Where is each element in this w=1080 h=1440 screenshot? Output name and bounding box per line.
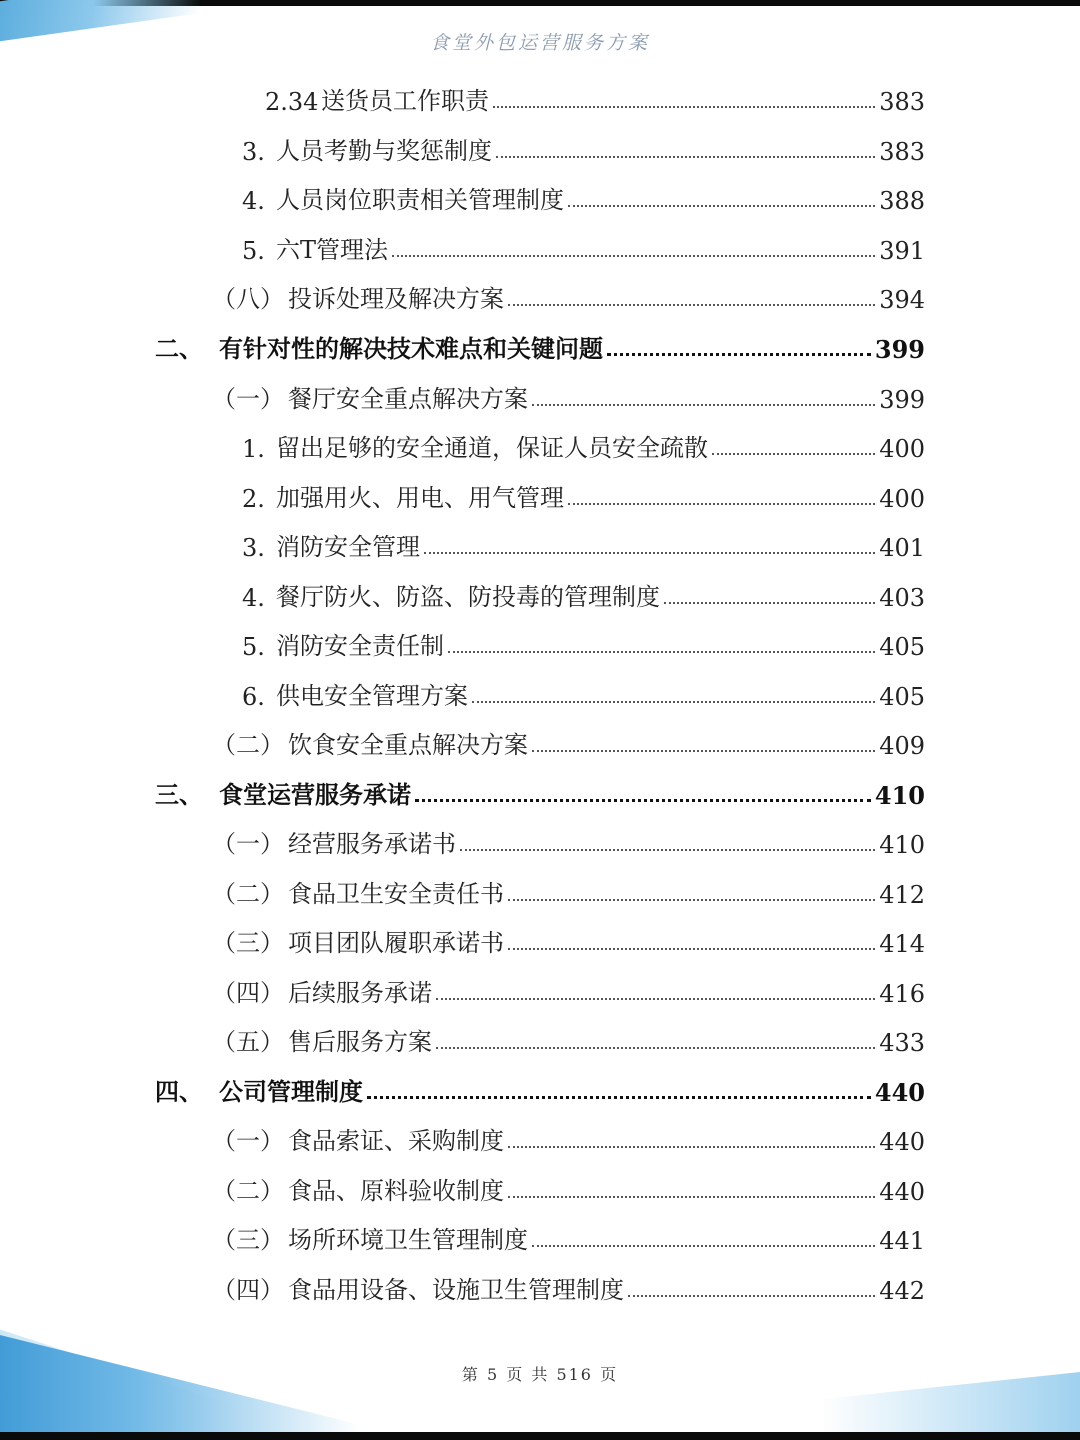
toc-entry-title: 留出足够的安全通道，保证人员安全疏散	[276, 434, 708, 462]
toc-entry-page: 410	[874, 781, 925, 810]
toc-entry-title: 加强用火、用电、用气管理	[276, 484, 564, 512]
toc-entry-number: 4.	[242, 187, 265, 215]
toc-entry-page: 410	[879, 831, 925, 859]
toc-dot-leader	[568, 503, 875, 505]
toc-entry[interactable]	[265, 76, 925, 116]
toc-entry-title: 食堂运营服务承诺	[219, 780, 411, 809]
toc-entry-title: 食品、原料验收制度	[288, 1177, 504, 1205]
toc-dot-leader	[532, 1245, 875, 1247]
toc-entry-page: 442	[879, 1277, 925, 1305]
toc-entry-number: 3.	[242, 534, 265, 562]
toc-entry-number: （二）	[212, 731, 284, 759]
toc-entry-title: 食品卫生安全责任书	[288, 880, 504, 908]
toc-entry-page: 405	[879, 633, 925, 661]
toc-entry[interactable]	[212, 968, 925, 1008]
toc-entry-number: （二）	[212, 1177, 284, 1205]
toc-entry-title: 投诉处理及解决方案	[288, 285, 504, 313]
toc-entry[interactable]	[242, 572, 925, 612]
toc-entry[interactable]	[242, 126, 925, 166]
toc-entry-page: 440	[874, 1078, 925, 1107]
toc-dot-leader	[508, 948, 875, 950]
toc-dot-leader	[664, 602, 875, 604]
toc-entry-page: 440	[879, 1128, 925, 1156]
toc-entry-number: （二）	[212, 880, 284, 908]
toc-dot-leader	[508, 1146, 875, 1148]
toc-entry-number: （一）	[212, 1127, 284, 1155]
toc-entry-title: 人员考勤与奖惩制度	[276, 137, 492, 165]
toc-entry-title: 售后服务方案	[288, 1028, 432, 1056]
toc-entry[interactable]	[212, 720, 925, 760]
toc-dot-leader	[532, 404, 875, 406]
toc-entry[interactable]	[212, 869, 925, 909]
toc-entry-title: 餐厅防火、防盗、防投毒的管理制度	[276, 583, 660, 611]
toc-dot-leader	[628, 1295, 875, 1297]
toc-entry-number: （四）	[212, 1276, 284, 1304]
toc-entry-title: 公司管理制度	[219, 1077, 363, 1106]
toc-entry[interactable]	[242, 621, 925, 661]
toc-entry[interactable]	[242, 175, 925, 215]
toc-entry-page: 441	[879, 1227, 925, 1255]
toc-entry-title: 餐厅安全重点解决方案	[288, 385, 528, 413]
toc-entry-page: 440	[879, 1178, 925, 1206]
toc-dot-leader	[392, 255, 875, 257]
toc-dot-leader	[436, 998, 875, 1000]
toc-entry-page: 409	[879, 732, 925, 760]
toc-entry[interactable]	[242, 473, 925, 513]
toc-entry-number: （八）	[212, 285, 284, 313]
toc-entry-page: 400	[879, 485, 925, 513]
toc-dot-leader	[496, 156, 875, 158]
toc-entry-page: 400	[879, 435, 925, 463]
toc-entry-title: 人员岗位职责相关管理制度	[276, 186, 564, 214]
toc-entry-page: 405	[879, 683, 925, 711]
page-footer-pagination: 第 5 页 共 516 页	[461, 1365, 619, 1384]
toc-dot-leader	[367, 1096, 871, 1099]
toc-entry-number: 5.	[242, 237, 265, 265]
toc-entry[interactable]	[212, 1166, 925, 1206]
toc-entry-page: 399	[879, 386, 925, 414]
toc-dot-leader	[532, 750, 875, 752]
toc-entry-number: （三）	[212, 1226, 284, 1254]
toc-entry-number: 四、	[155, 1077, 203, 1106]
toc-entry-title: 食品索证、采购制度	[288, 1127, 504, 1155]
toc-entry-number: 二、	[155, 334, 203, 363]
toc-entry-chapter[interactable]	[155, 324, 925, 364]
toc-entry[interactable]	[212, 374, 925, 414]
toc-dot-leader	[607, 353, 871, 356]
toc-entry-title: 场所环境卫生管理制度	[288, 1226, 528, 1254]
toc-entry-page: 391	[879, 237, 925, 265]
toc-entry-page: 412	[879, 881, 925, 909]
toc-dot-leader	[460, 849, 875, 851]
toc-dot-leader	[508, 304, 875, 306]
toc-entry-title: 有针对性的解决技术难点和关键问题	[219, 334, 603, 363]
toc-entry[interactable]	[242, 225, 925, 265]
toc-entry-number: 5.	[242, 633, 265, 661]
toc-dot-leader	[508, 1196, 875, 1198]
toc-entry-title: 六T管理法	[276, 236, 389, 264]
toc-entry[interactable]	[242, 423, 925, 463]
toc-entry-page: 394	[879, 286, 925, 314]
toc-entry-number: 3.	[242, 138, 265, 166]
toc-dot-leader	[415, 799, 871, 802]
toc-entry[interactable]	[242, 522, 925, 562]
toc-entry-title: 饮食安全重点解决方案	[288, 731, 528, 759]
toc-entry[interactable]	[212, 1116, 925, 1156]
toc-entry-number: 4.	[242, 584, 265, 612]
toc-entry[interactable]	[212, 918, 925, 958]
toc-entry[interactable]	[212, 1215, 925, 1255]
toc-entry-page: 383	[879, 88, 925, 116]
toc-entry-number: （四）	[212, 979, 284, 1007]
toc-entry-title: 消防安全责任制	[276, 632, 444, 660]
toc-dot-leader	[493, 106, 875, 108]
toc-entry-number: 三、	[155, 780, 203, 809]
toc-entry-page: 399	[874, 335, 925, 364]
toc-dot-leader	[448, 651, 875, 653]
toc-entry-title: 消防安全管理	[276, 533, 420, 561]
toc-entry[interactable]	[242, 671, 925, 711]
toc-entry-number: （一）	[212, 385, 284, 413]
toc-dot-leader	[472, 701, 875, 703]
toc-entry-title: 后续服务承诺	[288, 979, 432, 1007]
toc-entry-chapter[interactable]	[155, 770, 925, 810]
toc-entry-page: 388	[879, 187, 925, 215]
screen-frame-bottom	[0, 1432, 1080, 1440]
running-header-title: 食堂外包运营服务方案	[429, 32, 650, 54]
toc-dot-leader	[424, 552, 875, 554]
toc-entry-title: 项目团队履职承诺书	[288, 929, 504, 957]
toc-entry[interactable]	[212, 274, 925, 314]
toc-entry[interactable]	[212, 819, 925, 859]
toc-entry-page: 403	[879, 584, 925, 612]
toc-entry-number: 6.	[242, 683, 265, 711]
toc-entry-chapter[interactable]	[155, 1067, 925, 1107]
toc-entry-title: 送货员工作职责	[321, 87, 489, 115]
toc-entry-title: 供电安全管理方案	[276, 682, 468, 710]
toc-entry-page: 433	[879, 1029, 925, 1057]
toc-entry-number: （三）	[212, 929, 284, 957]
toc-dot-leader	[508, 899, 875, 901]
toc-dot-leader	[568, 205, 875, 207]
toc-entry-number: 1.	[242, 435, 265, 463]
toc-entry-number: （一）	[212, 830, 284, 858]
toc-entry[interactable]	[212, 1265, 925, 1305]
toc-entry-page: 383	[879, 138, 925, 166]
toc-dot-leader	[436, 1047, 875, 1049]
toc-entry-number: 2.34	[265, 88, 319, 116]
toc-entry-page: 416	[879, 980, 925, 1008]
toc-entry-title: 经营服务承诺书	[288, 830, 456, 858]
toc-dot-leader	[712, 453, 875, 455]
toc-entry-page: 414	[879, 930, 925, 958]
toc-entry-title: 食品用设备、设施卫生管理制度	[288, 1276, 624, 1304]
toc-entry-page: 401	[879, 534, 925, 562]
toc-entry[interactable]	[212, 1017, 925, 1057]
toc-entry-number: 2.	[242, 485, 265, 513]
toc-entry-number: （五）	[212, 1028, 284, 1056]
